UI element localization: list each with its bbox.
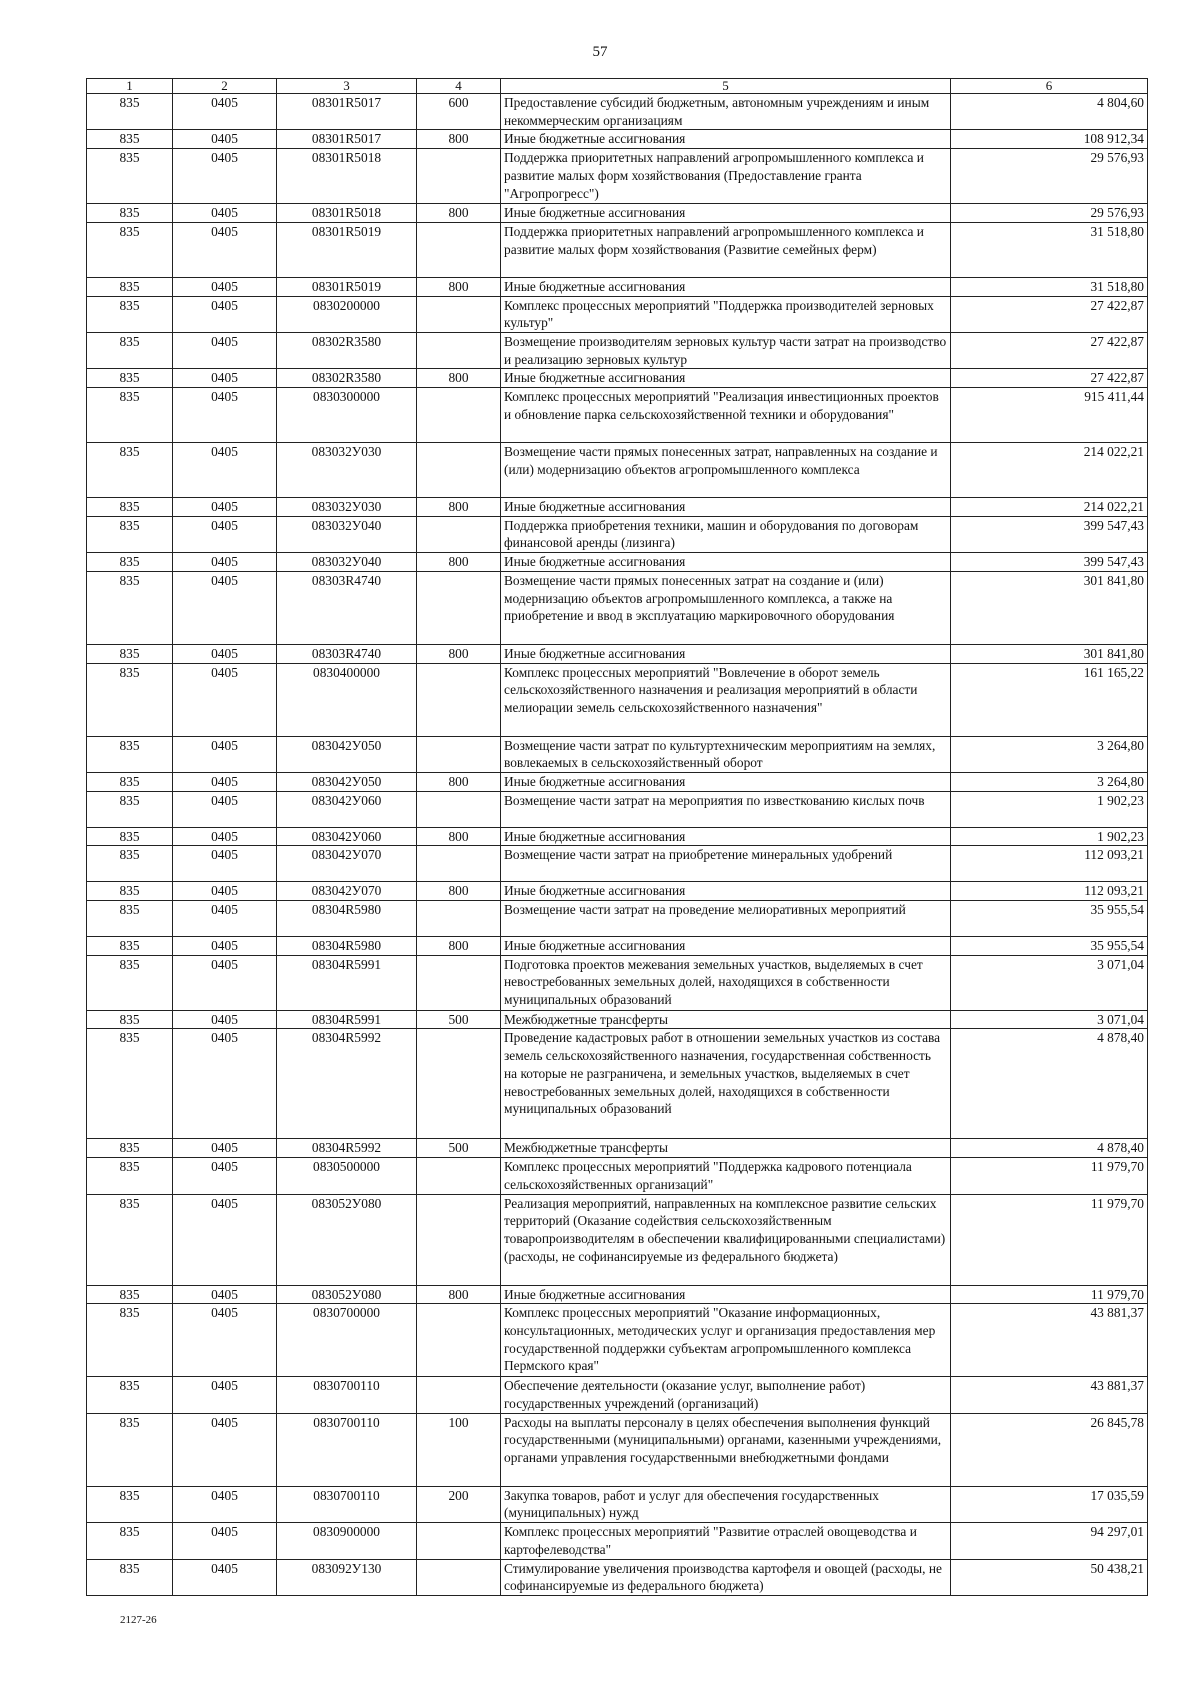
table-row (87, 1523, 1148, 1559)
target-article-cell: 08304R5991 (277, 955, 417, 1010)
description-cell: Возмещение части затрат по культуртехническим мероприятиям на землях, вовлекаемых в сельскохозяйственный оборот (501, 736, 951, 772)
ministry-code-cell: 835 (87, 1010, 173, 1029)
amount-cell: 915 411,44 (951, 388, 1148, 443)
section-code-cell: 0405 (173, 369, 277, 388)
table-row (87, 1139, 1148, 1158)
column-header: 1 (87, 79, 173, 94)
table-row (87, 204, 1148, 223)
table-row (87, 1304, 1148, 1377)
section-code-cell: 0405 (173, 1029, 277, 1139)
ministry-code-cell: 835 (87, 571, 173, 644)
target-article-cell: 083042У050 (277, 736, 417, 772)
column-header: 4 (417, 79, 501, 94)
amount-cell: 399 547,43 (951, 553, 1148, 572)
table-row (87, 388, 1148, 443)
description-cell: Возмещение части прямых понесенных затрат, направленных на создание и (или) модернизацию объектов агропромышленного комплекса (501, 443, 951, 498)
description-cell: Комплекс процессных мероприятий "Реализация инвестиционных проектов и обновление парка сельскохозяйственной техники и оборудования" (501, 388, 951, 443)
section-code-cell: 0405 (173, 937, 277, 956)
table-body (87, 94, 1148, 1596)
description-cell: Закупка товаров, работ и услуг для обеспечения государственных (муниципальных) нужд (501, 1486, 951, 1522)
expense-type-cell (417, 149, 501, 204)
amount-cell: 17 035,59 (951, 1486, 1148, 1522)
expense-type-cell (417, 1158, 501, 1194)
target-article-cell: 08301R5018 (277, 149, 417, 204)
ministry-code-cell: 835 (87, 846, 173, 882)
ministry-code-cell: 835 (87, 1486, 173, 1522)
expense-type-cell (417, 1029, 501, 1139)
table-row (87, 644, 1148, 663)
table-row (87, 882, 1148, 901)
table-row (87, 1010, 1148, 1029)
section-code-cell: 0405 (173, 663, 277, 736)
expense-type-cell: 800 (417, 882, 501, 901)
section-code-cell: 0405 (173, 222, 277, 277)
amount-cell: 4 878,40 (951, 1029, 1148, 1139)
section-code-cell: 0405 (173, 204, 277, 223)
target-article-cell: 08301R5017 (277, 130, 417, 149)
target-article-cell: 083092У130 (277, 1559, 417, 1595)
expense-type-cell: 500 (417, 1139, 501, 1158)
section-code-cell: 0405 (173, 516, 277, 552)
table-row (87, 553, 1148, 572)
table-row (87, 516, 1148, 552)
amount-cell: 35 955,54 (951, 937, 1148, 956)
table-row (87, 791, 1148, 827)
description-cell: Иные бюджетные ассигнования (501, 130, 951, 149)
amount-cell: 161 165,22 (951, 663, 1148, 736)
expense-type-cell (417, 332, 501, 368)
ministry-code-cell: 835 (87, 1139, 173, 1158)
section-code-cell: 0405 (173, 443, 277, 498)
section-code-cell: 0405 (173, 846, 277, 882)
ministry-code-cell: 835 (87, 130, 173, 149)
ministry-code-cell: 835 (87, 332, 173, 368)
amount-cell: 1 902,23 (951, 791, 1148, 827)
target-article-cell: 083032У040 (277, 553, 417, 572)
section-code-cell: 0405 (173, 827, 277, 846)
table-row (87, 955, 1148, 1010)
ministry-code-cell: 835 (87, 369, 173, 388)
target-article-cell: 0830700110 (277, 1377, 417, 1413)
expense-type-cell: 800 (417, 498, 501, 517)
target-article-cell: 083042У060 (277, 791, 417, 827)
description-cell: Возмещение части затрат на приобретение минеральных удобрений (501, 846, 951, 882)
target-article-cell: 083032У030 (277, 498, 417, 517)
table-row (87, 1194, 1148, 1285)
table-row (87, 772, 1148, 791)
table-row (87, 827, 1148, 846)
target-article-cell: 08304R5991 (277, 1010, 417, 1029)
section-code-cell: 0405 (173, 296, 277, 332)
ministry-code-cell: 835 (87, 955, 173, 1010)
target-article-cell: 0830700000 (277, 1304, 417, 1377)
amount-cell: 214 022,21 (951, 498, 1148, 517)
table-row (87, 94, 1148, 130)
description-cell: Иные бюджетные ассигнования (501, 204, 951, 223)
amount-cell: 112 093,21 (951, 882, 1148, 901)
description-cell: Возмещение части затрат на проведение мелиоративных мероприятий (501, 901, 951, 937)
expense-type-cell (417, 1523, 501, 1559)
expense-type-cell (417, 516, 501, 552)
section-code-cell: 0405 (173, 498, 277, 517)
section-code-cell: 0405 (173, 955, 277, 1010)
description-cell: Возмещение части затрат на мероприятия по известкованию кислых почв (501, 791, 951, 827)
description-cell: Иные бюджетные ассигнования (501, 827, 951, 846)
section-code-cell: 0405 (173, 332, 277, 368)
target-article-cell: 08302R3580 (277, 369, 417, 388)
section-code-cell: 0405 (173, 1523, 277, 1559)
description-cell: Иные бюджетные ассигнования (501, 277, 951, 296)
table-row (87, 443, 1148, 498)
section-code-cell: 0405 (173, 1413, 277, 1486)
ministry-code-cell: 835 (87, 1413, 173, 1486)
table-row (87, 1285, 1148, 1304)
ministry-code-cell: 835 (87, 498, 173, 517)
budget-table (86, 78, 1148, 1596)
expense-type-cell: 800 (417, 937, 501, 956)
description-cell: Возмещение производителям зерновых культур части затрат на производство и реализацию зерновых культур (501, 332, 951, 368)
ministry-code-cell: 835 (87, 1158, 173, 1194)
description-cell: Реализация мероприятий, направленных на комплексное развитие сельских территорий (Оказание содействия сельскохозяйственным товаропроизводителям в обеспечении квалифицированными специалистами) (расходы, не софинансируемые из федерального бюджета) (501, 1194, 951, 1285)
description-cell: Поддержка приоритетных направлений агропромышленного комплекса и развитие малых форм хозяйствования (Развитие семейных ферм) (501, 222, 951, 277)
table-row (87, 498, 1148, 517)
section-code-cell: 0405 (173, 772, 277, 791)
ministry-code-cell: 835 (87, 94, 173, 130)
target-article-cell: 083042У050 (277, 772, 417, 791)
section-code-cell: 0405 (173, 1285, 277, 1304)
ministry-code-cell: 835 (87, 1377, 173, 1413)
amount-cell: 112 093,21 (951, 846, 1148, 882)
ministry-code-cell: 835 (87, 516, 173, 552)
target-article-cell: 08304R5980 (277, 937, 417, 956)
expense-type-cell (417, 1194, 501, 1285)
table-row (87, 277, 1148, 296)
amount-cell: 29 576,93 (951, 204, 1148, 223)
ministry-code-cell: 835 (87, 736, 173, 772)
ministry-code-cell: 835 (87, 937, 173, 956)
target-article-cell: 08304R5992 (277, 1139, 417, 1158)
section-code-cell: 0405 (173, 1559, 277, 1595)
description-cell: Комплекс процессных мероприятий "Поддержка производителей зерновых культур" (501, 296, 951, 332)
description-cell: Иные бюджетные ассигнования (501, 498, 951, 517)
section-code-cell: 0405 (173, 1010, 277, 1029)
amount-cell: 27 422,87 (951, 332, 1148, 368)
description-cell: Проведение кадастровых работ в отношении земельных участков из состава земель сельскохозяйственного назначения, государственная собственность на которые не разграничена, и земельных участков, выделяемых в счет невостребованных земельных долей, находящихся в собственности муниципальных образований (501, 1029, 951, 1139)
amount-cell: 108 912,34 (951, 130, 1148, 149)
column-header: 5 (501, 79, 951, 94)
description-cell: Обеспечение деятельности (оказание услуг, выполнение работ) государственных учреждений (организаций) (501, 1377, 951, 1413)
ministry-code-cell: 835 (87, 791, 173, 827)
section-code-cell: 0405 (173, 1194, 277, 1285)
section-code-cell: 0405 (173, 1139, 277, 1158)
table-row (87, 1486, 1148, 1522)
ministry-code-cell: 835 (87, 149, 173, 204)
section-code-cell: 0405 (173, 791, 277, 827)
expense-type-cell (417, 901, 501, 937)
section-code-cell: 0405 (173, 1486, 277, 1522)
amount-cell: 31 518,80 (951, 277, 1148, 296)
description-cell: Подготовка проектов межевания земельных участков, выделяемых в счет невостребованных земельных долей, находящихся в собственности муниципальных образований (501, 955, 951, 1010)
amount-cell: 301 841,80 (951, 644, 1148, 663)
description-cell: Межбюджетные трансферты (501, 1010, 951, 1029)
table-row (87, 846, 1148, 882)
section-code-cell: 0405 (173, 277, 277, 296)
expense-type-cell (417, 791, 501, 827)
section-code-cell: 0405 (173, 736, 277, 772)
description-cell: Стимулирование увеличения производства картофеля и овощей (расходы, не софинансируемые из федерального бюджета) (501, 1559, 951, 1595)
expense-type-cell: 600 (417, 94, 501, 130)
expense-type-cell (417, 296, 501, 332)
expense-type-cell (417, 222, 501, 277)
target-article-cell: 08303R4740 (277, 644, 417, 663)
section-code-cell: 0405 (173, 1158, 277, 1194)
description-cell: Расходы на выплаты персоналу в целях обеспечения выполнения функций государственными (муниципальными) органами, казенными учреждениями, органами управления государственными внебюджетными фондами (501, 1413, 951, 1486)
amount-cell: 26 845,78 (951, 1413, 1148, 1486)
ministry-code-cell: 835 (87, 277, 173, 296)
ministry-code-cell: 835 (87, 1285, 173, 1304)
section-code-cell: 0405 (173, 882, 277, 901)
section-code-cell: 0405 (173, 644, 277, 663)
table-row (87, 369, 1148, 388)
target-article-cell: 08301R5018 (277, 204, 417, 223)
amount-cell: 94 297,01 (951, 1523, 1148, 1559)
ministry-code-cell: 835 (87, 901, 173, 937)
description-cell: Комплекс процессных мероприятий "Оказание информационных, консультационных, методических услуг и организация предоставления мер государственной поддержки субъектам агропромышленного комплекса Пермского края" (501, 1304, 951, 1377)
table-row (87, 332, 1148, 368)
target-article-cell: 083052У080 (277, 1285, 417, 1304)
amount-cell: 27 422,87 (951, 369, 1148, 388)
expense-type-cell: 800 (417, 553, 501, 572)
amount-cell: 301 841,80 (951, 571, 1148, 644)
expense-type-cell: 200 (417, 1486, 501, 1522)
expense-type-cell (417, 1377, 501, 1413)
table-header-row (87, 79, 1148, 94)
column-header: 2 (173, 79, 277, 94)
amount-cell: 399 547,43 (951, 516, 1148, 552)
table-row (87, 571, 1148, 644)
target-article-cell: 0830700110 (277, 1486, 417, 1522)
target-article-cell: 08303R4740 (277, 571, 417, 644)
expense-type-cell: 800 (417, 204, 501, 223)
table-row (87, 736, 1148, 772)
expense-type-cell (417, 955, 501, 1010)
ministry-code-cell: 835 (87, 1194, 173, 1285)
footer-code: 2127-26 (120, 1614, 157, 1626)
expense-type-cell (417, 388, 501, 443)
target-article-cell: 0830200000 (277, 296, 417, 332)
expense-type-cell: 100 (417, 1413, 501, 1486)
target-article-cell: 0830700110 (277, 1413, 417, 1486)
amount-cell: 3 071,04 (951, 955, 1148, 1010)
target-article-cell: 08302R3580 (277, 332, 417, 368)
expense-type-cell: 800 (417, 130, 501, 149)
ministry-code-cell: 835 (87, 644, 173, 663)
amount-cell: 3 264,80 (951, 772, 1148, 791)
description-cell: Иные бюджетные ассигнования (501, 553, 951, 572)
ministry-code-cell: 835 (87, 663, 173, 736)
table-row (87, 130, 1148, 149)
description-cell: Иные бюджетные ассигнования (501, 644, 951, 663)
expense-type-cell (417, 571, 501, 644)
table-row (87, 149, 1148, 204)
amount-cell: 11 979,70 (951, 1158, 1148, 1194)
ministry-code-cell: 835 (87, 1029, 173, 1139)
section-code-cell: 0405 (173, 553, 277, 572)
expense-type-cell: 800 (417, 1285, 501, 1304)
description-cell: Предоставление субсидий бюджетным, автономным учреждениям и иным некоммерческим организациям (501, 94, 951, 130)
amount-cell: 1 902,23 (951, 827, 1148, 846)
expense-type-cell (417, 1559, 501, 1595)
target-article-cell: 083032У030 (277, 443, 417, 498)
ministry-code-cell: 835 (87, 204, 173, 223)
expense-type-cell: 800 (417, 644, 501, 663)
expense-type-cell (417, 663, 501, 736)
ministry-code-cell: 835 (87, 1559, 173, 1595)
table-row (87, 222, 1148, 277)
expense-type-cell: 800 (417, 277, 501, 296)
ministry-code-cell: 835 (87, 1304, 173, 1377)
amount-cell: 3 264,80 (951, 736, 1148, 772)
description-cell: Комплекс процессных мероприятий "Развитие отраслей овощеводства и картофелеводства" (501, 1523, 951, 1559)
amount-cell: 27 422,87 (951, 296, 1148, 332)
table-row (87, 937, 1148, 956)
expense-type-cell (417, 846, 501, 882)
page-number: 57 (592, 44, 608, 60)
target-article-cell: 08301R5019 (277, 222, 417, 277)
ministry-code-cell: 835 (87, 772, 173, 791)
target-article-cell: 08301R5017 (277, 94, 417, 130)
description-cell: Иные бюджетные ассигнования (501, 1285, 951, 1304)
table-row (87, 1413, 1148, 1486)
section-code-cell: 0405 (173, 1304, 277, 1377)
column-header: 3 (277, 79, 417, 94)
target-article-cell: 0830900000 (277, 1523, 417, 1559)
amount-cell: 3 071,04 (951, 1010, 1148, 1029)
ministry-code-cell: 835 (87, 827, 173, 846)
section-code-cell: 0405 (173, 388, 277, 443)
target-article-cell: 083032У040 (277, 516, 417, 552)
description-cell: Иные бюджетные ассигнования (501, 937, 951, 956)
ministry-code-cell: 835 (87, 553, 173, 572)
description-cell: Комплекс процессных мероприятий "Вовлечение в оборот земель сельскохозяйственного назначения и реализация мероприятий в области мелиорации земель сельскохозяйственного назначения" (501, 663, 951, 736)
description-cell: Иные бюджетные ассигнования (501, 369, 951, 388)
description-cell: Иные бюджетные ассигнования (501, 772, 951, 791)
section-code-cell: 0405 (173, 94, 277, 130)
amount-cell: 29 576,93 (951, 149, 1148, 204)
amount-cell: 4 878,40 (951, 1139, 1148, 1158)
amount-cell: 43 881,37 (951, 1377, 1148, 1413)
amount-cell: 50 438,21 (951, 1559, 1148, 1595)
amount-cell: 214 022,21 (951, 443, 1148, 498)
target-article-cell: 0830400000 (277, 663, 417, 736)
ministry-code-cell: 835 (87, 443, 173, 498)
description-cell: Межбюджетные трансферты (501, 1139, 951, 1158)
description-cell: Комплекс процессных мероприятий "Поддержка кадрового потенциала сельскохозяйственных организаций" (501, 1158, 951, 1194)
table-row (87, 1158, 1148, 1194)
target-article-cell: 08304R5980 (277, 901, 417, 937)
ministry-code-cell: 835 (87, 388, 173, 443)
target-article-cell: 0830300000 (277, 388, 417, 443)
amount-cell: 31 518,80 (951, 222, 1148, 277)
expense-type-cell: 800 (417, 772, 501, 791)
description-cell: Поддержка приоритетных направлений агропромышленного комплекса и развитие малых форм хозяйствования (Предоставление гранта "Агропрогресс") (501, 149, 951, 204)
amount-cell: 43 881,37 (951, 1304, 1148, 1377)
amount-cell: 4 804,60 (951, 94, 1148, 130)
section-code-cell: 0405 (173, 901, 277, 937)
table-row (87, 1559, 1148, 1595)
target-article-cell: 0830500000 (277, 1158, 417, 1194)
expense-type-cell: 800 (417, 369, 501, 388)
target-article-cell: 083052У080 (277, 1194, 417, 1285)
table-row (87, 296, 1148, 332)
section-code-cell: 0405 (173, 149, 277, 204)
table-row (87, 1377, 1148, 1413)
column-header: 6 (951, 79, 1148, 94)
table-row (87, 663, 1148, 736)
ministry-code-cell: 835 (87, 882, 173, 901)
target-article-cell: 08301R5019 (277, 277, 417, 296)
target-article-cell: 083042У060 (277, 827, 417, 846)
section-code-cell: 0405 (173, 1377, 277, 1413)
section-code-cell: 0405 (173, 130, 277, 149)
target-article-cell: 08304R5992 (277, 1029, 417, 1139)
ministry-code-cell: 835 (87, 296, 173, 332)
expense-type-cell: 500 (417, 1010, 501, 1029)
table-row (87, 901, 1148, 937)
ministry-code-cell: 835 (87, 1523, 173, 1559)
table-row (87, 1029, 1148, 1139)
description-cell: Поддержка приобретения техники, машин и оборудования по договорам финансовой аренды (лизинга) (501, 516, 951, 552)
expense-type-cell: 800 (417, 827, 501, 846)
description-cell: Возмещение части прямых понесенных затрат на создание и (или) модернизацию объектов агропромышленного комплекса, а также на приобретение и ввод в эксплуатацию маркировочного оборудования (501, 571, 951, 644)
expense-type-cell (417, 443, 501, 498)
expense-type-cell (417, 1304, 501, 1377)
description-cell: Иные бюджетные ассигнования (501, 882, 951, 901)
target-article-cell: 083042У070 (277, 846, 417, 882)
target-article-cell: 083042У070 (277, 882, 417, 901)
expense-type-cell (417, 736, 501, 772)
amount-cell: 11 979,70 (951, 1285, 1148, 1304)
ministry-code-cell: 835 (87, 222, 173, 277)
section-code-cell: 0405 (173, 571, 277, 644)
amount-cell: 35 955,54 (951, 901, 1148, 937)
amount-cell: 11 979,70 (951, 1194, 1148, 1285)
